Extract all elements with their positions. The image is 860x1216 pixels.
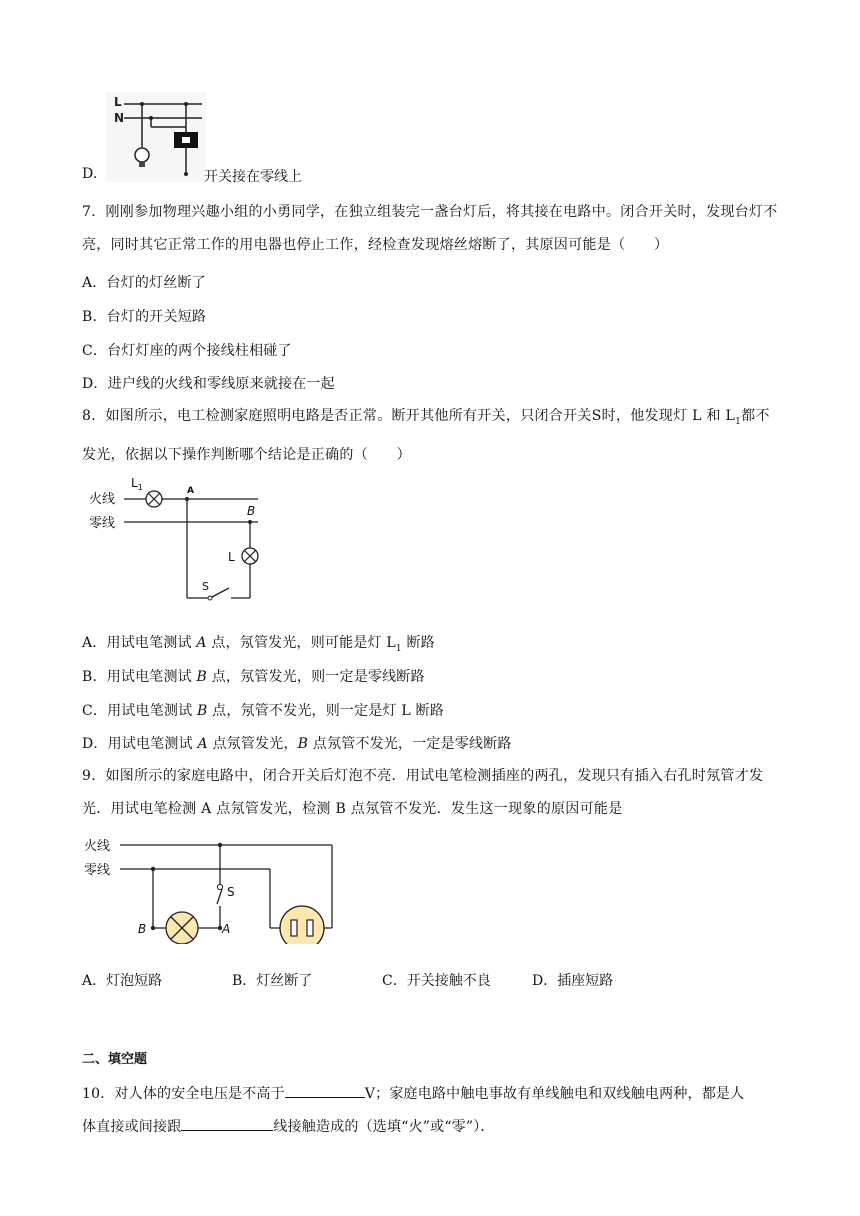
- q7-option-c: C．台灯灯座的两个接线柱相碰了: [82, 343, 292, 359]
- q8-circuit-diagram: [86, 474, 266, 604]
- q7-option-b: B．台灯的开关短路: [82, 309, 207, 325]
- q6-d-wiring-diagram: [106, 92, 206, 182]
- q9-stem: 9．如图所示的家庭电路中，闭合开关后灯泡不亮．用试电笔检测插座的两孔，发现只有插入右孔时氖管才发光．用试电笔检测 A 点氖管发光，检测 B 点氖管不发光．发生这一现象的原因可能是: [82, 768, 764, 817]
- label-live: 火线: [89, 492, 116, 507]
- q8-option-c: C．用试电笔测试 B 点，氖管不发光，则一定是灯 L 断路: [82, 703, 444, 719]
- label-L1: $L_1$: [131, 476, 143, 492]
- q10-blank-1[interactable]: [285, 1083, 365, 1098]
- q9-option-b: B．灯丝断了: [232, 973, 313, 989]
- label-S: S: [202, 580, 209, 593]
- q9-option-d: D．插座短路: [532, 973, 614, 989]
- label-A: A: [222, 922, 231, 936]
- q9-option-a: A．灯泡短路: [82, 973, 163, 989]
- bulb-icon: [135, 148, 149, 162]
- q10-line-1: 10．对人体的安全电压是不高于 V；家庭电路中触电事故有单线触电和双线触电两种，都是人: [82, 1083, 744, 1103]
- q9-option-c: C．开关接触不良: [382, 973, 491, 989]
- q7-option-d: D．进户线的火线和零线原来就接在一起: [82, 376, 335, 392]
- label-L: L: [228, 550, 235, 564]
- q9-circuit-diagram: [84, 834, 338, 944]
- q8-stem-part2: 都不发光，依据以下操作判断哪个结论是正确的（ ）: [82, 408, 770, 463]
- q7-option-a: A．台灯的灯丝断了: [82, 275, 206, 291]
- label-B: B: [247, 504, 256, 518]
- q8-stem-sub: 1: [735, 416, 742, 427]
- q8-stem: [82, 400, 782, 472]
- q8-option-a: A．用试电笔测试 A 点，氖管发光，则可能是灯 $L_1$ 断路: [82, 635, 435, 654]
- q8-stem-part1: 8．如图所示，电工检测家庭照明电路是否正常。断开其他所有开关，只闭合开关S时，他发现灯 L 和 L: [82, 408, 736, 424]
- label-A: A: [187, 486, 194, 496]
- q7-stem: 7．刚刚参加物理兴趣小组的小勇同学，在独立组装完一盏台灯后，将其接在电路中。闭合开关时，发现台灯不亮，同时其它正常工作的用电器也停止工作，经检查发现熔丝熔断了，其原因可能是（ ）: [82, 204, 778, 253]
- q6-option-d-text: 开关接在零线上: [204, 169, 302, 185]
- label-neutral: 零线: [84, 863, 111, 878]
- label-S: S: [227, 885, 235, 899]
- q8-option-b: B．用试电笔测试 B 点，氖管发光，则一定是零线断路: [82, 669, 425, 685]
- label-N: N: [114, 111, 125, 125]
- label-L: L: [114, 95, 122, 109]
- section-title: 二、填空题: [82, 1052, 148, 1067]
- label-B: B: [138, 922, 147, 936]
- q10-line-2: 体直接或间接跟 线接触造成的（选填“火”或“零”）．: [82, 1116, 495, 1136]
- q8-option-d: D．用试电笔测试 A 点氖管发光，B 点氖管不发光，一定是零线断路: [82, 736, 512, 752]
- q6-option-d-letter: D.: [82, 166, 98, 182]
- label-neutral: 零线: [89, 516, 116, 531]
- label-live: 火线: [84, 839, 111, 854]
- q10-blank-2[interactable]: [181, 1116, 273, 1131]
- socket-icon: [280, 906, 324, 944]
